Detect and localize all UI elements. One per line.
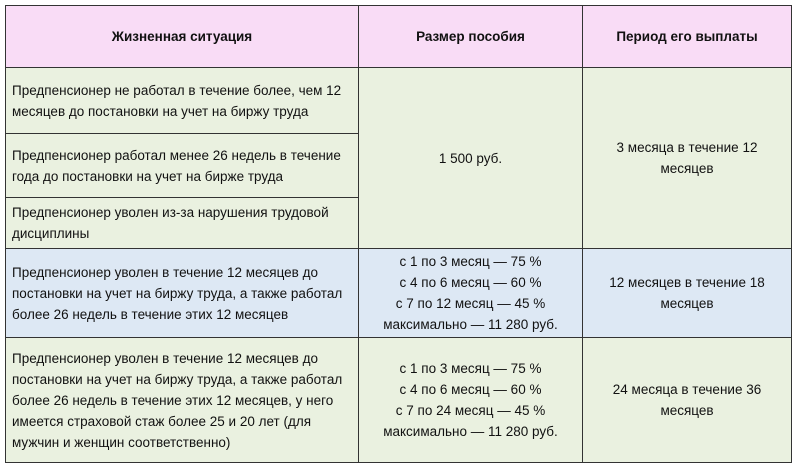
header-period: Период его выплаты [583,6,792,68]
amount-cell: с 1 по 3 месяц — 75 % с 4 по 6 месяц — 60 % с 7 по 24 месяц — 45 % максимально — 11 280 руб. [359,338,583,463]
header-row [6,6,792,68]
situation-cell: Предпенсионер работал менее 26 недель в течение года до постановки на учет на бирже труда [6,134,359,198]
amount-cell: с 1 по 3 месяц — 75 % с 4 по 6 месяц — 60 % с 7 по 12 месяц — 45 % максимально — 11 280 руб. [359,249,583,338]
table-row [6,338,792,463]
amount-cell: 1 500 руб. [359,68,583,249]
situation-cell: Предпенсионер уволен из-за нарушения трудовой дисциплины [6,198,359,249]
table-row [6,249,792,338]
header-situation: Жизненная ситуация [6,6,359,68]
header-amount: Размер пособия [359,6,583,68]
period-cell: 12 месяцев в течение 18 месяцев [583,249,792,338]
table-row [6,68,792,134]
benefits-table [5,5,792,463]
situation-cell: Предпенсионер уволен в течение 12 месяцев до постановки на учет на биржу труда, а также работал более 26 недель в течение этих 12 месяцев, у него имеется страховой стаж более 25 и 20 лет (для мужчин и женщин соответственно) [6,338,359,463]
situation-cell: Предпенсионер не работал в течение более, чем 12 месяцев до постановки на учет на биржу труда [6,68,359,134]
period-cell: 24 месяца в течение 36 месяцев [583,338,792,463]
period-cell: 3 месяца в течение 12 месяцев [583,68,792,249]
situation-cell: Предпенсионер уволен в течение 12 месяцев до постановки на учет на биржу труда, а также работал более 26 недель в течение этих 12 месяцев [6,249,359,338]
